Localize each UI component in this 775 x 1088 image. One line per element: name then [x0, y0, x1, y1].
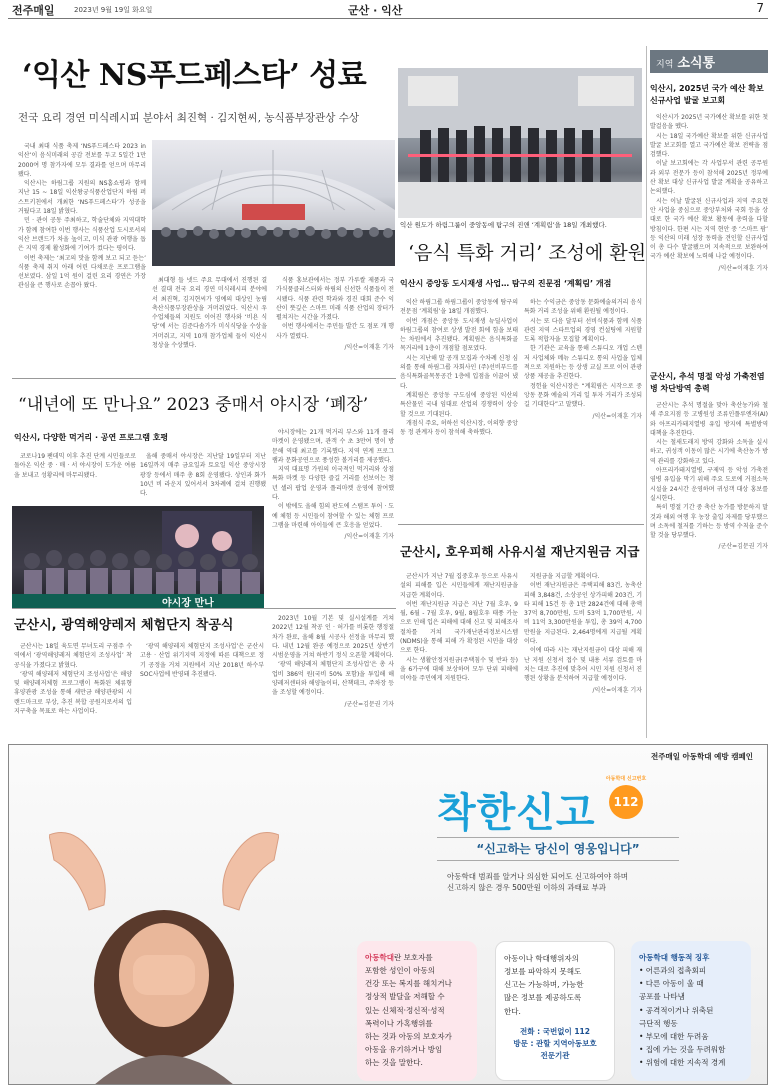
- article1-subtitle: 전국 요리 경연 미식레시피 분야서 최진혁 · 김지현씨, 농식품부장관상 수상: [18, 112, 360, 124]
- divider: [12, 378, 396, 379]
- newspaper-logo: 전주매일: [12, 4, 55, 17]
- article1-col1: 국내 최대 식품 축제 ‘NS푸드페스타 2023 in 익산’이 음식미래의 공감 전보를 두고 5일간 1만 2000여 명 참가자에 모두 결과를 얻으며 마무리됐다. 익산시는 하림그룹 지원의 NS홈쇼핑과 함께 지난 15 ~ 18일 익산왕궁식품산업단지 하림 퍼스트키친에서 개최한 ‘NS푸드페스타’가 성공을 거뒀다고 18일 밝혔다. 민 · 관이 공동 주최하고, 학술단체와 지역대학가 함께 참여한 이번 행사는 식품산업 도시로서의 익산 브랜드가 차올 높이고, 미식 관광 여행을 돕은 지역 경제 활성화에 기여가 컸다는 평이다. 이번 축제는 ‘최고의 맛을 함께 보고 되고 듣는’ 식품 축제 취지 아래 어린 다채로운 프로그램을 선보였다. 삼일 1억 원이 걸린 요리 경연은 가장 관심을 큰 행사로 손꼽아 왔다.: [18, 143, 146, 290]
- article4-col1b: ‘광역 해양레저 체험단지 조성사업’은 군산시 고용 · 산업 위기지역 지정에 따른 대책으로 정기 공정을 거쳐 지원에서 지난 2018년 하수부 SOC사업에 반영돼 추진됐다.: [140, 643, 264, 678]
- article5-col1: 군산시가 지난 7월 집중호우 등으로 사유시설의 피해를 입은 시민들에게 재난지원금을 지급한 계획이다. 이번 재난지원금 지급은 지난 7월 호우, 9월, 6월 - 7월 호우, 9월, 8월호우 태풍 카눈 으로 인해 입은 피해에 대해 신고 및 피해조사 절차를 거쳐 국가재난관리정보시스템(NDMS)을 통해 피해 가 확정된 시민을 대상으로 한다. 시는 생활안정지원금(주택침수 및 반파 등)을 6가구에 대해 보상하며 모두 단위 피해에 미야들 주민에게 지원한다.: [400, 573, 518, 683]
- article4-col2: 2023년 10월 기본 및 실시설계를 거쳐 2022년 12월 착공 인 · 허가를 비롯한 행정절차가 완료, 올해 8월 시공사 선정을 마무리 했다. 내년 12월 완공 예정으로 2025년 상반기 시범운영을 거쳐 하반기 정식 오픈할 계획이다. ‘광역 해양레저 체험단지 조성사업’은 총 사업비 386억 원(국비 50% 포함)을 투입해 해양레저센터와 해양놀이터, 산책데크, 주차장 등을 조성할 예정이다. /군산=김문권 기자: [272, 615, 394, 708]
- article2-photo-caption: 익산 원도가 하림그룹이 중앙동에 탐구의 진앤 ‘계획림’을 18일 개최했다.: [400, 221, 607, 229]
- article4-col1: 군산시는 18일 육도면 무녀도리 구점주 수역에서 ‘광역해양레저 체험단지 조성사업’ 착공식을 가졌다고 밝혔다. ‘광역 해양레저 체험단지 조성사업’은 해양 및 해양레저체험 프로그램이 특화된 체류형 휴양관광 조성을 통해 새만금 해양관광의 시 랜드마크로 부상, 추진 복합 공원지로서의 입지구축을 목표로 하는 사업이다.: [14, 643, 132, 716]
- ad-headline: 착한신고: [437, 790, 596, 836]
- article5-byline: /익산=이재훈 기자: [592, 686, 642, 694]
- child-abuse-campaign-ad: [8, 744, 768, 1085]
- sidebar-item2-headline: 군산시, 추석 명절 악성 가축전염병 차단방역 총력: [650, 372, 765, 393]
- page-number: 7: [756, 1, 764, 15]
- article3-lead: 익산시, 다양한 먹거리 · 공연 프로그램 호평: [14, 433, 169, 442]
- article3-photo: [12, 506, 264, 608]
- night-market-photo: [12, 506, 264, 608]
- article5-title: 군산시, 호우피해 사유시설 재난지원금 지급: [400, 544, 640, 559]
- article2-photo: [398, 68, 642, 218]
- ribbon-cutting-photo: [398, 68, 642, 218]
- article1-title: ‘익산 NS푸드페스타’ 성료: [22, 58, 367, 93]
- article2-byline: /익산=이재훈 기자: [592, 412, 642, 420]
- article1-photo: [152, 140, 395, 266]
- ad-card-definition: 아동학대란 보호자를 포함한 성인이 아동의 건강 또는 복지를 해치거나 정상적 발달을 저해할 수 있는 신체적·정신적·성적 폭력이나 가혹행위를 하는 것과 아동의 보호자가 아동을 유기하거나 방임 하는 것을 말한다.: [357, 941, 477, 1081]
- sidebar: [650, 50, 768, 738]
- ad-slogan: “신고하는 당신이 영웅입니다”: [437, 837, 679, 861]
- article4-byline: /군산=김문권 기자: [344, 700, 394, 708]
- divider: [398, 524, 644, 525]
- ad-card-warning-signs: 아동학대 행동적 징후 • 어른과의 접촉회피 • 다른 아동이 울 때 공포를 나타냄 • 공격적이거나 위축된 극단적 행동 • 부모에 대한 두려움 • 집에 가는 것을 두려워함 • 위험에 대한 지속적 경계: [631, 941, 751, 1081]
- article2-col2: 하는 수익금은 중앙동 문화예술의거리 음식 특화 거리 조성을 위해 환원될 예정이다. 시는 또 다음 달부터 선비식품과 함께 식품관련 지역 스타트업의 경영 컨설팅에 지원할 도록 적합자을 모집할 계획이다. 한 기관은 교육을 통해 스튜디오 개업 스텐저 사업체와 메뉴 스튜디오 통의 사업을 입체적으로 지원하는 등 상생 교실 프로 이어 관광 상품 제공을 추진한다. 정헌율 익산시장은 “계획림은 시작으로 중앙동 문화 예술의 거리 일 투자 거리가 조성되길 기대한다”고 말했다. /익산=이재훈 기자: [524, 299, 642, 420]
- festival-tent-photo: [152, 140, 395, 266]
- sidebar-item1-body: 익산시가 2025년 국가예산 확보를 위한 첫 발걸음을 뗐다. 시는 18일 국가예산 확보를 위한 신규사업 발굴 보고회를 열고 국가예산 확보 전략을 점검했다. 이날 보고회에는 각 사업부서 관련 공무원과 외부 전문가 등이 참석해 2025년 정부예산 확보 대상 신규사업 발굴 계획을 공유하고 논의했다. 시는 이날 발굴된 신규사업과 지역 주요현안 사업을 중심으로 중앙부처와 국회 등을 상대로 한 국가 예산 확보 활동에 총력을 다할 방침이다. 한편 시는 지역 현안 중 ‘스마트 팜’ 등 익산의 미래 성장 동력을 견인할 신규사업이 총 다수 발굴됐으며 지속적으로 보완하여 국가 예산 확보에 노력해 나갈 예정이다. /익산=이재훈 기자: [650, 114, 768, 272]
- page-header: [8, 0, 768, 19]
- article3-col1: 코로나19 팬데믹 이후 추진 단계 시민들로로 돌아온 익산 중 · 매 · 서 야시장이 도가운 여름을 보내고 성황리에 마무리됐다.: [14, 453, 136, 479]
- sidebar-divider: [646, 46, 647, 738]
- article2-col1: 익산 하림그룹 하림그룹이 중앙동에 탐구의 전문점 ‘계획림’을 18일 개점했다. 이번 개점은 중앙동 도시재생 뉴딜사업이 하림그룹의 참여로 상생 발전 회에 힘을 보태는 차원에서 추진됐다. 계획림은 음식특화골목거리에 1층이 개점할 점포였다. 시는 지난해 말 공개 모집과 수차례 신청 심의를 통해 하림그룹 자회사인 (주)선비푸드를 음식특화골목몽공간 1층에 입점을 이끌어 냈다. 계획림은 중앙동 구도심에 중앙된 익산의 특산물인 국내 임대료 산업의 경쟁력이 상승할 것으로 기대된다. 개점식 주요, 허하선 익산시장, 이의향 중앙동 정 관계자 등이 참석해 축하했다.: [400, 299, 518, 437]
- article5-col2: 지원금을 지급할 계획이다. 이번 재난지원금은 주택피해 83건, 농축산피해 3,848건, 소상공인 상가피해 203건, 기타 피해 15건 등 총 1만 2824건에 대해 총액 37억 8,700만원, 도비 53억 1,700만원, 시비 11억 3,300만원을 투입, 총 39억 4,700만원을 지급된다. 2,464명에게 지급될 계획이다. 이에 따라 시는 재난지원금이 대상 피해 재난 지원 신청서 접수 및 내용 서류 검토를 마치는 대로 추진에 맞추어 시민 지원 신청서 진행된 상황을 분석하여 지급할 예정이다. /익산=이재훈 기자: [524, 573, 642, 694]
- article1-col3: 식품 홍보관에서는 정부 가루쌀 제품과 국가식품클러스터와 하림의 신선한 식품들이 전시됐다. 식품 관련 학과와 경진 대회 준수 익산이 뜻깊은 스마트 미래 식품 산업의 장터가 펼쳐지는 시간을 가졌다. 이번 행사에서는 주민들 발간 도 점포 개 행사가 열렸다. /익산=이재훈 기자: [276, 277, 394, 352]
- night-market-banner: 야시장 만나: [162, 598, 214, 608]
- sidebar-tag: 지역 소식통: [650, 50, 768, 73]
- article3-col3: 야시장에는 21개 먹거리 부스와 11개 플리마켓이 운영됐으며, 관객 수 초 3만여 명이 방문해 역대 최고를 기록했다. 지역 연계 프로그램과 문화공연으로 풍성한 볼거리를 제공했다. 지역 대표명 가원의 이국적인 먹거리와 상점 특화 마켓 등 다양한 즐길 거리를 선보이는 청년 셀러 팝업 운영과 플리마켓 운영에 참여했다. 이 밖에도 올해 힘의 판도에 스탬프 투어 · 도예 체험 등 시민들이 참여할 수 있는 체험 프로그램을 마련해 아이들에 큰 호응을 얻었다. /익산=이재훈 기자: [272, 429, 394, 541]
- article2-lead: 익산시 중앙동 도시재생 사업… 탐구의 진문점 ‘계획림’ 개점: [400, 279, 612, 288]
- article3-title: “내년에 또 만나요” 2023 중매서 야시장 ‘폐장’: [18, 395, 369, 415]
- article4-title: 군산시, 광역해양레저 체험단지 착공식: [14, 618, 234, 633]
- ad-campaign-title: 전주매일 아동학대 예방 캠페인: [650, 752, 753, 761]
- ad-card-how-to-report: 아동이나 학대행위자의 정보를 파악하지 못해도 신고는 가능하며, 가능한 많은 정보를 제공하도록 한다. 전화 : 국번없이 112 방문 : 관할 지역아동보호 전문기관: [495, 941, 615, 1081]
- sidebar-item2-body: 군산시는 추석 명절을 맞아 축산농가와 철새 주요지점 등 고병원성 조류인플루엔자(AI)와 아프리카돼지열병 유입 방지에 특별방역 대책을 추진한다. 시는 철새도래지 방역 강화와 소독을 실시하고, 귀성객 이동이 많은 시기에 축산농가 방역 관리를 강화하고 있다. 아프리카돼지열병, 구제역 등 악성 가축전염병 유입을 막기 위해 주요 도로에 거점소독시설을 24시간 운영하며 귀성객 대상 홍보를 실시한다. 특히 명절 기간 중 축산 농가를 방문하지 말 것과 해외 여행 후 농장 출입 자제를 당부했으며 소독에 철저를 기하는 등 방역 수칙을 준수할 것을 당부했다. /군산=김문권 기자: [650, 402, 768, 551]
- article2-title: ‘음식 특화 거리’ 조성에 환원: [408, 242, 647, 264]
- issue-date: 2023년 9월 19일 화요일: [74, 6, 153, 14]
- article3-byline: /익산=이재훈 기자: [344, 533, 394, 541]
- divider: [12, 608, 396, 609]
- section-title: 군산 · 익산: [348, 4, 403, 17]
- article1-col2: 최대형 들 넷드 주요 무대에서 진행된 결선 결대 전국 요리 경연 미식레시피 분야에서 최진혁, 김지현씨가 영예의 대상인 농림축산식품부장관상을 거머쥐었다. 익산시 우수업체들의 지원도 이어진 행사와 ‘비욘 식당’에 서는 김준다솜가가 미식식당을 수상을 거머쥐고, 지역 10개 참가업체 들이 익산시청상을 수상했다.: [152, 277, 267, 350]
- article1-byline: /익산=이재훈 기자: [344, 344, 394, 352]
- girl-covering-face-illustration: [49, 815, 279, 1085]
- ad-description: 아동학대 범죄를 알거나 의심한 되어도 신고하여야 하며 신고하지 않은 경우 500만원 이하의 과태료 부과: [447, 872, 628, 893]
- report-number-badge: 아동학대 신고번호 112: [609, 785, 643, 819]
- article3-col2: 올해 중매서 야시장은 지난달 19일부터 지난 16일까지 매주 금요일과 토요일 익산 중앙시장 광장 등에서 매주 총 8회 운영됐다. 상인과 화가 10년 비 라운지 있어서서 3차례에 걸쳐 진행됐다.: [140, 453, 266, 498]
- sidebar-item1-headline: 익산시, 2025년 국가 예산 확보 신규사업 발굴 보고회: [650, 84, 764, 105]
